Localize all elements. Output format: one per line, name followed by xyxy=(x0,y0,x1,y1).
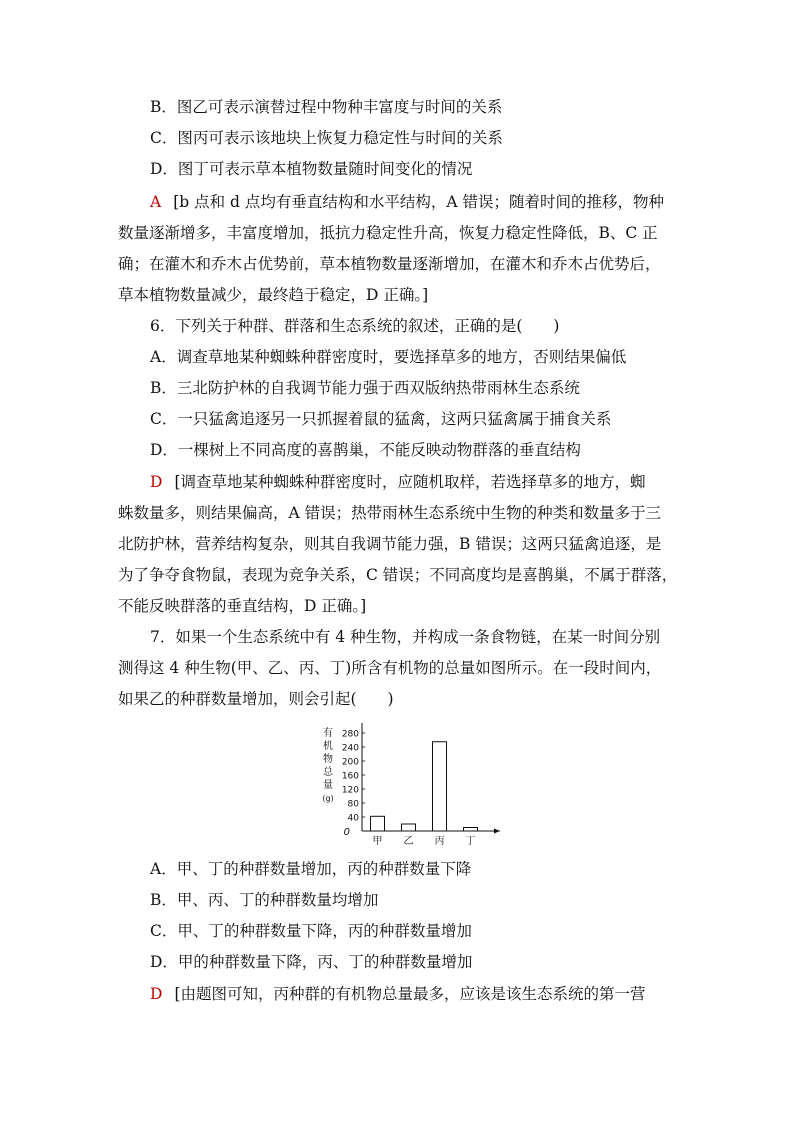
y-tick-label: 200 xyxy=(341,757,359,768)
y-tick-label: 240 xyxy=(341,743,359,754)
y-axis-label xyxy=(322,726,334,803)
q6-option-d: D．一棵树上不同高度的喜鹊巢，不能反映动物群落的垂直结构 xyxy=(150,441,581,459)
x-tick-label: 乙 xyxy=(403,836,414,847)
x-axis-arrow xyxy=(494,829,500,834)
organic-matter-bar-chart xyxy=(318,720,508,848)
q7-answer-letter: D xyxy=(150,985,163,1003)
q6-answer-line-3: 北防护林，营养结构复杂，则其自我调节能力强，B 错误；这两只猛禽追逐，是 xyxy=(118,535,662,553)
y-label-char: (g) xyxy=(322,794,334,803)
x-tick-label: 丁 xyxy=(465,836,476,847)
q5-option-b: B．图乙可表示演替过程中物种丰富度与时间的关系 xyxy=(150,98,503,116)
q7-stem-line-3: 如果乙的种群数量增加，则会引起( ) xyxy=(118,690,394,708)
q6-stem: 6．下列关于种群、群落和生态系统的叙述，正确的是( ) xyxy=(150,317,560,335)
q7-option-d: D．甲的种群数量下降，丙、丁的种群数量增加 xyxy=(150,953,473,971)
q5-answer-line-2: 数量逐渐增多，丰富度增加，抵抗力稳定性升高，恢复力稳定性降低，B、C 正 xyxy=(118,224,658,242)
q5-answer-letter: A xyxy=(150,193,162,211)
bar-丙 xyxy=(433,742,447,831)
y-label-char: 有 xyxy=(323,728,333,739)
q7-option-c: C．甲、丁的种群数量下降，丙的种群数量增加 xyxy=(150,922,472,940)
q5-answer-text: [b 点和 d 点均有垂直结构和水平结构，A 错误；随着时间的推移，物种 xyxy=(173,193,664,211)
x-tick-label: 丙 xyxy=(434,836,445,847)
bar-乙 xyxy=(402,824,416,831)
origin-label: 0 xyxy=(343,827,350,838)
q5-option-d: D．图丁可表示草本植物数量随时间变化的情况 xyxy=(150,160,473,178)
chart-bars xyxy=(371,742,478,831)
q7-stem-line-2: 测得这 4 种生物(甲、乙、丙、丁)所含有机物的总量如图所示。在一段时间内， xyxy=(118,659,662,677)
x-tick-label: 甲 xyxy=(372,836,383,847)
y-tick-label: 280 xyxy=(341,729,359,740)
q7-stem-line-1: 7．如果一个生态系统中有 4 种生物，并构成一条食物链，在某一时间分别 xyxy=(150,628,661,646)
q6-answer-line-5: 不能反映群落的垂直结构，D 正确。] xyxy=(118,597,367,615)
y-label-char: 物 xyxy=(323,754,333,765)
q6-answer-text: [调查草地某种蜘蛛种群密度时，应随机取样，若选择草多的地方，蜘 xyxy=(174,473,646,491)
q7-answer-text: [由题图可知，丙种群的有机物总量最多，应该是该生态系统的第一营 xyxy=(174,985,646,1003)
x-axis-labels xyxy=(373,835,476,847)
q5-option-c: C．图丙可表示该地块上恢复力稳定性与时间的关系 xyxy=(150,129,503,147)
q7-option-a: A．甲、丁的种群数量增加，丙的种群数量下降 xyxy=(150,860,472,878)
bar-甲 xyxy=(371,816,385,831)
q7-answer-line-1 xyxy=(150,984,680,1004)
q6-answer-line-2: 蛛数量多，则结果偏高，A 错误；热带雨林生态系统中生物的种类和数量多于三 xyxy=(118,504,662,522)
q7-option-b: B．甲、丙、丁的种群数量均增加 xyxy=(150,891,379,909)
q5-answer-line-3: 确；在灌木和乔木占优势前，草本植物数量逐渐增加，在灌木和乔木占优势后， xyxy=(118,255,661,273)
bar-丁 xyxy=(464,828,478,832)
y-label-char: 机 xyxy=(323,741,333,752)
q6-option-b: B．三北防护林的自我调节能力强于西双版纳热带雨林生态系统 xyxy=(150,379,580,397)
y-label-char: 总 xyxy=(323,767,333,778)
q6-option-a: A．调查草地某种蜘蛛种群密度时，要选择草多的地方，否则结果偏低 xyxy=(150,348,627,366)
q5-answer-line-1 xyxy=(150,192,680,212)
y-tick-label: 120 xyxy=(341,785,359,796)
y-tick-label: 160 xyxy=(341,771,359,782)
q6-answer-line-1 xyxy=(150,472,680,492)
y-tick-label: 80 xyxy=(347,799,359,810)
y-tick-label: 40 xyxy=(347,813,359,824)
y-label-char: 量 xyxy=(323,780,333,791)
q5-answer-line-4: 草本植物数量减少，最终趋于稳定，D 正确。] xyxy=(118,286,429,304)
q6-answer-letter: D xyxy=(150,473,163,491)
q6-answer-line-4: 为了争夺食物鼠，表现为竞争关系，C 错误；不同高度均是喜鹊巢，不属于群落， xyxy=(118,566,678,584)
q6-option-c: C．一只猛禽追逐另一只抓握着鼠的猛禽，这两只猛禽属于捕食关系 xyxy=(150,410,612,428)
